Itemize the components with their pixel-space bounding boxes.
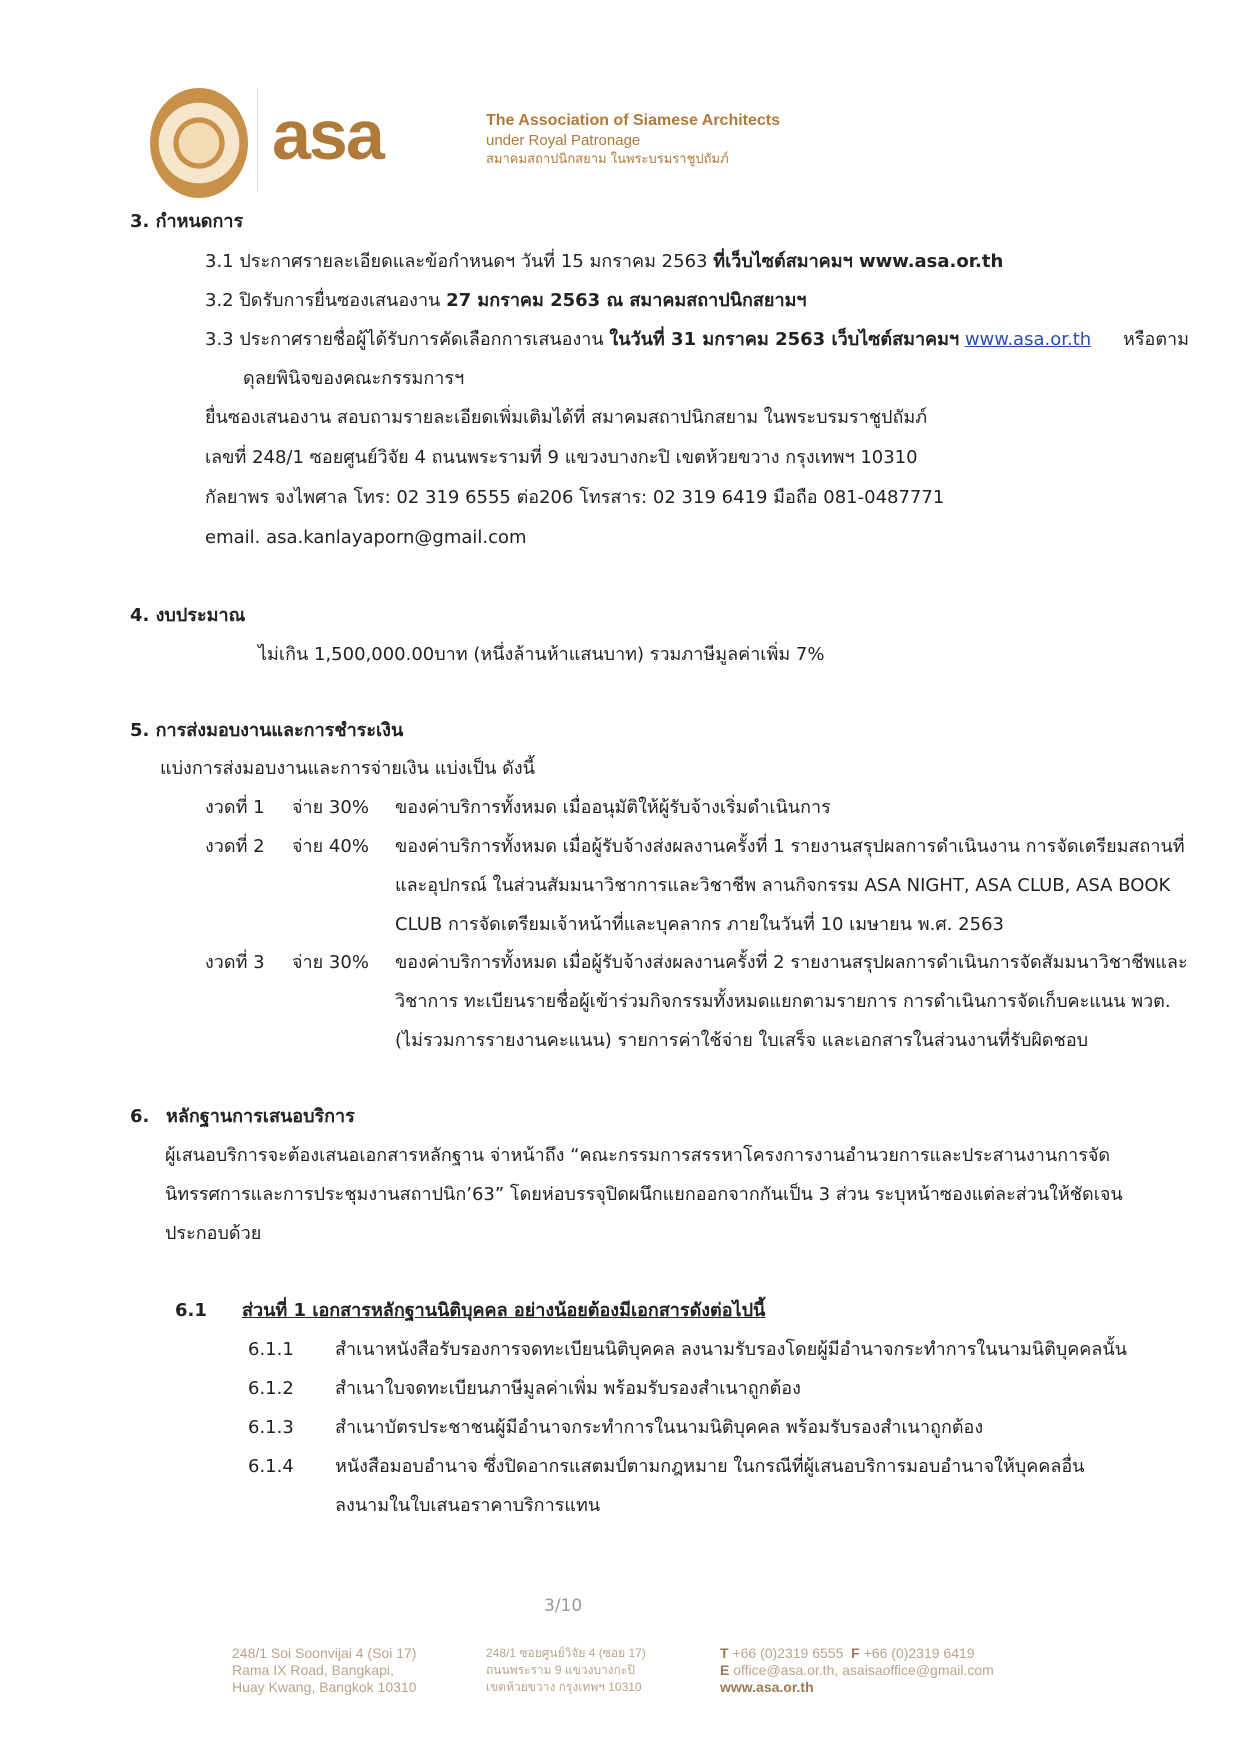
footer-email: office@asa.or.th, asaisaoffice@gmail.com [733,1662,994,1678]
installment-number: งวดที่ 3 [205,952,265,973]
section-4-title: 4. งบประมาณ [130,605,246,626]
footer-address-th [486,1645,646,1696]
document-item-text-cont: ลงนามในใบเสนอราคาบริการแทน [335,1495,601,1516]
contact-line-1: ยื่นซองเสนองาน สอบถามรายละเอียดเพิ่มเติมได้ที่ สมาคมสถาปนิกสยาม ในพระบรมราชูปถัมภ์ [205,407,928,428]
item-3-3 [205,328,1091,352]
subsection-6-1-number: 6.1 [175,1300,207,1321]
contact-line-3: กัลยาพร จงไพศาล โทร: 02 319 6555 ต่อ206 โทรสาร: 02 319 6419 มือถือ 081-0487771 [205,487,945,508]
document-item-text: หนังสือมอบอำนาจ ซึ่งปิดอากรแสตมป์ตามกฎหมาย ในกรณีที่ผู้เสนอบริการมอบอำนาจให้บุคคลอื่น [335,1456,1085,1477]
footer-address-th-line: 248/1 ซอยศูนย์วิจัย 4 (ซอย 17) [486,1646,646,1660]
footer-website [720,1679,994,1696]
document-item-number: 6.1.1 [248,1339,294,1360]
subsection-6-1-title: ส่วนที่ 1 เอกสารหลักฐานนิติบุคคล อย่างน้อยต้องมีเอกสารดังต่อไปนี้ [242,1300,766,1321]
page-number: 3/10 [544,1596,583,1616]
footer-address-en-line: Rama IX Road, Bangkapi, [232,1662,394,1678]
budget-text: ไม่เกิน 1,500,000.00บาท (หนึ่งล้านห้าแสนบาท) รวมภาษีมูลค่าเพิ่ม 7% [258,644,825,665]
document-item-text: สำเนาบัตรประชาชนผู้มีอำนาจกระทำการในนามนิติบุคคล พร้อมรับรองสำเนาถูกต้อง [335,1417,984,1438]
item-3-2-bold: 27 มกราคม 2563 ณ สมาคมสถาปนิกสยามฯ [446,290,807,311]
installment-description: ของค่าบริการทั้งหมด เมื่อผู้รับจ้างส่งผลงานครั้งที่ 2 รายงานสรุปผลการดำเนินการจัดสัมมนาวิชาชีพและ [395,952,1188,973]
document-item-number: 6.1.4 [248,1456,294,1477]
contact-line-2: เลขที่ 248/1 ซอยศูนย์วิจัย 4 ถนนพระรามที่ 9 แขวงบางกะปิ เขตห้วยขวาง กรุงเทพฯ 10310 [205,447,918,468]
item-3-3-text: 3.3 ประกาศรายชื่อผู้ได้รับการคัดเลือกการเสนองาน [205,329,610,350]
payment-intro: แบ่งการส่งมอบงานและการจ่ายเงิน แบ่งเป็น ดังนี้ [160,758,535,779]
section-6-para-3: ประกอบด้วย [165,1223,262,1244]
installment-description: ของค่าบริการทั้งหมด เมื่อผู้รับจ้างส่งผลงานครั้งที่ 1 รายงานสรุปผลการดำเนินงาน การจัดเตรียมสถานที่ [395,836,1185,857]
email-label: E [720,1662,730,1678]
document-item-text: สำเนาหนังสือรับรองการจดทะเบียนนิติบุคคล ลงนามรับรองโดยผู้มีอำนาจกระทำการในนามนิติบุคคลนั้น [335,1339,1127,1360]
installment-description: ของค่าบริการทั้งหมด เมื่ออนุมัติให้ผู้รับจ้างเริ่มดำเนินการ [395,797,831,818]
org-sub-en: under Royal Patronage [486,132,641,149]
footer-address-en-line: Huay Kwang, Bangkok 10310 [232,1679,417,1695]
item-3-3-cont: ดุลยพินิจของคณะกรรมการฯ [243,368,465,389]
item-3-3-tail: หรือตาม [1123,329,1190,350]
installment-percent: จ่าย 30% [292,797,369,818]
section-6-para-2: นิทรรศการและการประชุมงานสถาปนิก’63” โดยห่อบรรจุปิดผนึกแยกออกจากกันเป็น 3 ส่วน ระบุหน้าซองแต่ละส่วนให้ชัดเจน [165,1184,1123,1205]
fax-label: F [851,1645,860,1661]
item-3-1 [205,250,1003,274]
document-item-number: 6.1.3 [248,1417,294,1438]
installment-number: งวดที่ 1 [205,797,265,818]
footer-address-th-line: ถนนพระราม 9 แขวงบางกะปิ [486,1663,635,1677]
document-item-text: สำเนาใบจดทะเบียนภาษีมูลค่าเพิ่ม พร้อมรับรองสำเนาถูกต้อง [335,1378,801,1399]
item-3-3-bold: ในวันที่ 31 มกราคม 2563 เว็บไซต์สมาคมฯ [609,329,960,350]
section-5-title: 5. การส่งมอบงานและการชำระเงิน [130,720,404,741]
installment-percent: จ่าย 30% [292,952,369,973]
footer-phone-fax [720,1645,994,1662]
installment-description: (ไม่รวมการรายงานคะแนน) รายการค่าใช้จ่าย ใบเสร็จ และเอกสารในส่วนงานที่รับผิดชอบ [395,1030,1089,1051]
item-3-1-bold: ที่เว็บไซต์สมาคมฯ www.asa.or.th [713,251,1004,272]
item-3-2 [205,289,807,313]
section-6-para-1: ผู้เสนอบริการจะต้องเสนอเอกสารหลักฐาน จ่าหน้าถึง “คณะกรรมการสรรหาโครงการงานอำนวยการและประสานงานการจัด [165,1145,1111,1166]
installment-description: และอุปกรณ์ ในส่วนสัมมนาวิชาการและวิชาชีพ ลานกิจกรรม ASA NIGHT, ASA CLUB, ASA BOOK [395,875,1171,896]
footer-address-en-line: 248/1 Soi Soonvijai 4 (Soi 17) [232,1645,417,1661]
asa-website-link[interactable]: www.asa.or.th [964,329,1092,350]
document-item-number: 6.1.2 [248,1378,294,1399]
installment-number: งวดที่ 2 [205,836,265,857]
installment-percent: จ่าย 40% [292,836,369,857]
section-6-title: หลักฐานการเสนอบริการ [166,1106,355,1127]
footer-email-line [720,1662,994,1679]
footer-address-en [232,1645,416,1696]
org-name-th: สมาคมสถาปนิกสยาม ในพระบรมราชูปถัมภ์ [486,152,729,167]
installment-description: CLUB การจัดเตรียมเจ้าหน้าที่และบุคลากร ภายในวันที่ 10 เมษายน พ.ศ. 2563 [395,914,1004,935]
footer-web: www.asa.or.th [720,1679,814,1695]
asa-logo: asa [272,96,383,174]
installment-description: วิชาการ ทะเบียนรายชื่อผู้เข้าร่วมกิจกรรมทั้งหมดแยกตามรายการ การดำเนินการจัดเก็บคะแนน พวต. [395,991,1171,1012]
org-name-en: The Association of Siamese Architects [486,112,781,129]
item-3-2-text: 3.2 ปิดรับการยื่นซองเสนองาน [205,290,447,311]
item-3-1-text: 3.1 ประกาศรายละเอียดและข้อกำหนดฯ วันที่ 15 มกราคม 2563 [205,251,714,272]
footer-address-th-line: เขตห้วยขวาง กรุงเทพฯ 10310 [486,1680,642,1694]
footer-fax: +66 (0)2319 6419 [863,1645,975,1661]
contact-email: email. asa.kanlayaporn@gmail.com [205,527,527,548]
footer-contact [720,1645,994,1696]
footer-tel: +66 (0)2319 6555 [732,1645,844,1661]
header-divider [257,88,258,192]
section-6-number: 6. [130,1106,150,1127]
section-3-title: 3. กำหนดการ [130,211,244,232]
seal-logo [150,88,248,198]
tel-label: T [720,1645,729,1661]
